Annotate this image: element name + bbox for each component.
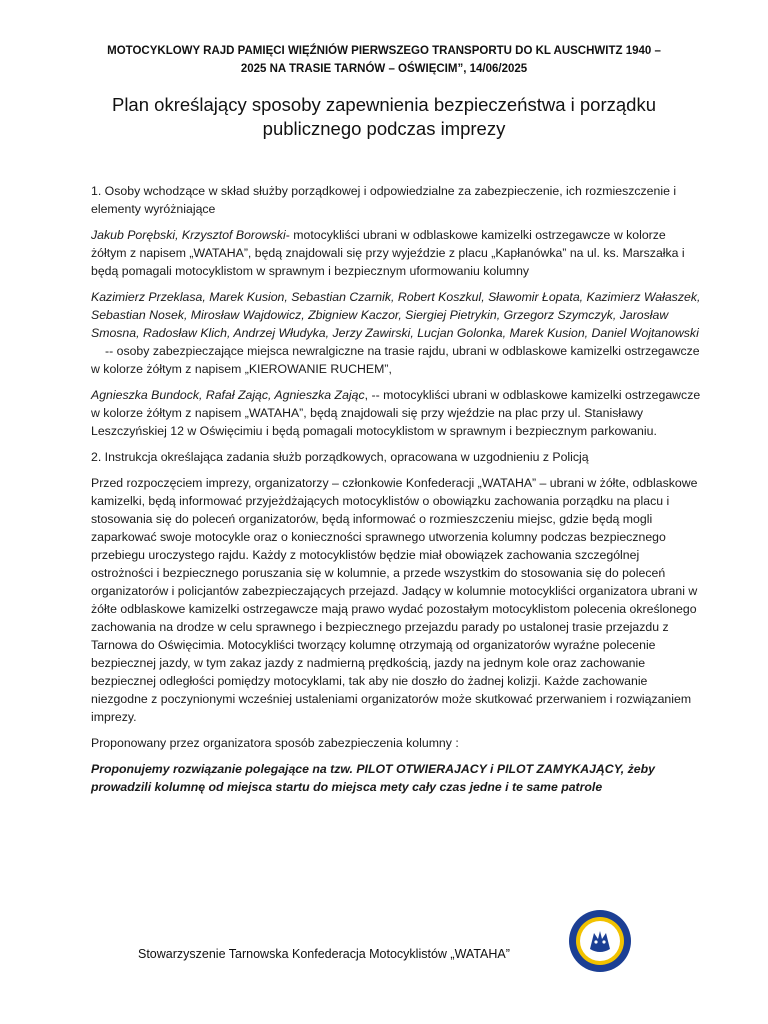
proposal-intro: Proponowany przez organizatora sposób zabezpieczenia kolumny :	[91, 736, 459, 750]
security-names-start: Jakub Porębski, Krzysztof Borowski	[91, 228, 286, 242]
footer-organization: Stowarzyszenie Tarnowska Konfederacja Motocyklistów „WATAHA”	[138, 947, 510, 961]
security-duties-route: -- osoby zabezpieczające miejsca newralgiczne na trasie rajdu, ubrani w odblaskowe kamizelki ostrzegawcze w kolorze żółtym z napisem „KIEROWANIE RUCHEM”,	[91, 344, 700, 376]
security-names-finish: Agnieszka Bundock, Rafał Zając, Agnieszka Zając	[91, 388, 365, 402]
plan-title	[100, 93, 668, 141]
plan-title-line-1: Plan określający sposoby zapewnienia bezpieczeństwa i porządku	[111, 94, 656, 115]
event-title	[80, 42, 688, 78]
document-body	[91, 182, 701, 804]
section-1-heading: 1. Osoby wchodzące w skład służby porządkowej i odpowiedzialne za zabezpieczenie, ich rozmieszczenie i elementy wyróżniające	[91, 184, 677, 216]
proposal-statement: Proponujemy rozwiązanie polegające na tzw. PILOT OTWIERAJACY i PILOT ZAMYKAJĄCY, żeby prowadzili kolumnę od miejsca startu do miejsca mety cały czas jedne i te same patrole	[91, 762, 655, 794]
section-1-paragraph-3	[91, 386, 701, 440]
event-title-line-2: 2025 NA TRASIE TARNÓW – OŚWIĘCIM”, 14/06/2025	[240, 63, 528, 75]
plan-title-line-2: publicznego podczas imprezy	[262, 118, 506, 139]
wataha-logo-icon	[568, 909, 632, 973]
section-2-heading: 2. Instrukcja określająca zadania służb porządkowych, opracowana w uzgodnieniu z Policją	[91, 450, 589, 464]
section-1-paragraph-1	[91, 226, 701, 280]
section-2-body: Przed rozpoczęciem imprezy, organizatorzy – członkowie Konfederacji „WATAHA” – ubrani w żółte, odblaskowe kamizelki, będą informować przyjeżdżających motocyklistów o obowiązku zachowania porządku na placu i stosowania się do poleceń organizatorów, będą informować o rozmieszczeniu miejsc, gdzie będą mogli zaparkować swoje motocykle oraz o konieczności sprawnego utworzenia kolumny podczas bezpiecznego przebiegu uroczystego rajdu. Każdy z motocyklistów będzie miał obowiązek zachowania szczególnej ostrożności i bezpiecznego poruszania się w kolumnie, a przede wszystkim do stosowania się do poleceń organizatorów i policjantów zabezpieczających przejazd. Jadący w kolumnie motocykliści organizatora ubrani w żółte odblaskowe kamizelki ostrzegawcze mają prawo wydać pozostałym motocyklistom polecenia określonego zachowania na drodze w celu sprawnego i bezpiecznego przejazdu parady po ustalonej trasie przejazdu z Tarnowa do Oświęcimia. Motocykliści tworzący kolumnę otrzymają od organizatorów wyraźne polecenie bezpiecznej jazdy, w tym zakaz jazdy z nadmierną prędkością, jazdy na jednym kole oraz zachowanie bezpiecznej odległości pomiędzy motocyklami, tak aby nie doszło do żadnej kolizji. Każde zachowanie niezgodne z poczynionymi wcześniej ustaleniami organizatorów może skutkować przerwaniem i rozwiązaniem imprezy.	[91, 476, 698, 724]
security-names-route: Kazimierz Przeklasa, Marek Kusion, Sebastian Czarnik, Robert Koszkul, Sławomir Łopata, Kazimierz Wałaszek, Sebastian Nosek, Mirosław Wajdowicz, Zbigniew Kaczor, Siergiej Pietrykin, Grzegorz Szymczyk, Jarosław Smosna, Radosław Klich, Andrzej Włudyka, Jerzy Zawirski, Lucjan Golonka, Marek Kusion, Daniel Wojtanowski	[91, 290, 701, 340]
security-duties-start: - motocykliści ubrani w odblaskowe kamizelki ostrzegawcze w kolorze żółtym z napisem „WATAHA”, będą znajdowali się przy wyjeździe z placu „Kapłanówka” na ul. ks. Marszałka i będą pomagali motocyklistom w sprawnym i bezpiecznym uformowaniu kolumny	[91, 228, 685, 278]
event-title-line-1: MOTOCYKLOWY RAJD PAMIĘCI WIĘŹNIÓW PIERWSZEGO TRANSPORTU DO KL AUSCHWITZ 1940 –	[107, 45, 661, 57]
section-1-paragraph-2	[91, 288, 701, 378]
security-duties-finish: , -- motocykliści ubrani w odblaskowe kamizelki ostrzegawcze w kolorze żółtym z napisem „WATAHA”, będą znajdowali się przy wjeździe na plac przy ul. Stanisławy Leszczyńskiej 12 w Oświęcimiu i będą pomagali motocyklistom w sprawnym i bezpiecznym parkowaniu.	[91, 388, 701, 438]
